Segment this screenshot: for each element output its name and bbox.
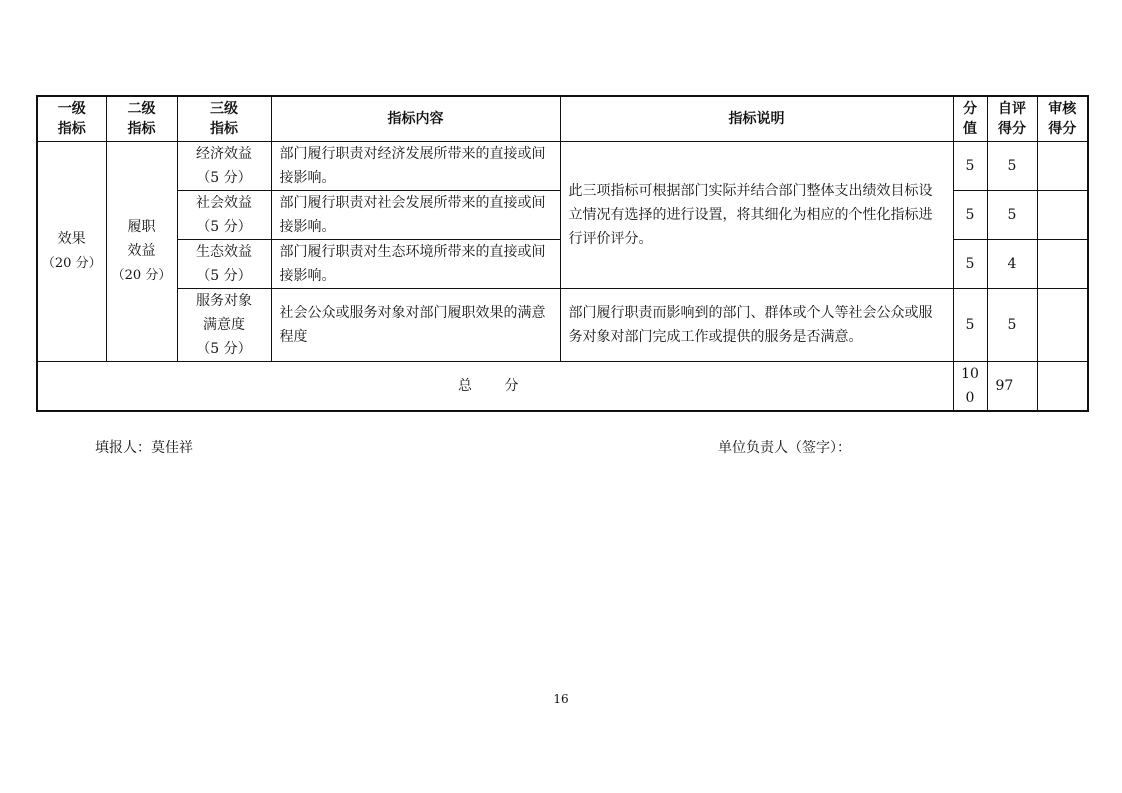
header-level2: 二级 指标 <box>106 96 177 141</box>
total-audit-score-cell <box>1037 361 1088 411</box>
level1-cell: 效果 （20 分） <box>37 141 106 361</box>
table-row <box>37 141 1088 190</box>
audit-score-cell <box>1037 239 1088 288</box>
value-cell: 5 <box>953 190 987 239</box>
table-row <box>37 288 1088 361</box>
evaluation-table <box>36 95 1089 412</box>
total-label: 总 分 <box>37 361 953 411</box>
responsible-signature: 单位负责人（签字）： <box>718 440 851 456</box>
audit-score-cell <box>1037 141 1088 190</box>
level3-cell: 生态效益 （5 分） <box>177 239 271 288</box>
header-content: 指标内容 <box>271 96 560 141</box>
explanation-cell: 部门履行职责而影响到的部门、群体或个人等社会公众或服务对象对部门完成工作或提供的服务是否满意。 <box>560 288 953 361</box>
content-cell: 部门履行职责对生态环境所带来的直接或间接影响。 <box>271 239 560 288</box>
self-score-cell: 5 <box>987 141 1037 190</box>
level3-cell: 经济效益 （5 分） <box>177 141 271 190</box>
header-row <box>37 96 1088 141</box>
value-cell: 5 <box>953 288 987 361</box>
level3-cell: 社会效益 （5 分） <box>177 190 271 239</box>
total-value-cell: 10 0 <box>953 361 987 411</box>
level3-cell: 服务对象 满意度 （5 分） <box>177 288 271 361</box>
total-row <box>37 361 1088 411</box>
value-cell: 5 <box>953 141 987 190</box>
header-audit-score: 审核 得分 <box>1037 96 1088 141</box>
header-self-score: 自评 得分 <box>987 96 1037 141</box>
content-cell: 部门履行职责对经济发展所带来的直接或间接影响。 <box>271 141 560 190</box>
header-explanation: 指标说明 <box>560 96 953 141</box>
header-level3: 三级 指标 <box>177 96 271 141</box>
total-self-score-cell: 97 <box>987 361 1037 411</box>
audit-score-cell <box>1037 288 1088 361</box>
level2-cell: 履职 效益 （20 分） <box>106 141 177 361</box>
value-cell: 5 <box>953 239 987 288</box>
header-value: 分 值 <box>953 96 987 141</box>
content-cell: 部门履行职责对社会发展所带来的直接或间接影响。 <box>271 190 560 239</box>
self-score-cell: 4 <box>987 239 1037 288</box>
shared-explanation-cell: 此三项指标可根据部门实际并结合部门整体支出绩效目标设立情况有选择的进行设置，将其细化为相应的个性化指标进行评价评分。 <box>560 141 953 288</box>
content-cell: 社会公众或服务对象对部门履职效果的满意程度 <box>271 288 560 361</box>
header-level1: 一级 指标 <box>37 96 106 141</box>
self-score-cell: 5 <box>987 288 1037 361</box>
page-number: 16 <box>553 692 569 706</box>
audit-score-cell <box>1037 190 1088 239</box>
self-score-cell: 5 <box>987 190 1037 239</box>
filler-signature: 填报人：莫佳祥 <box>95 440 193 456</box>
